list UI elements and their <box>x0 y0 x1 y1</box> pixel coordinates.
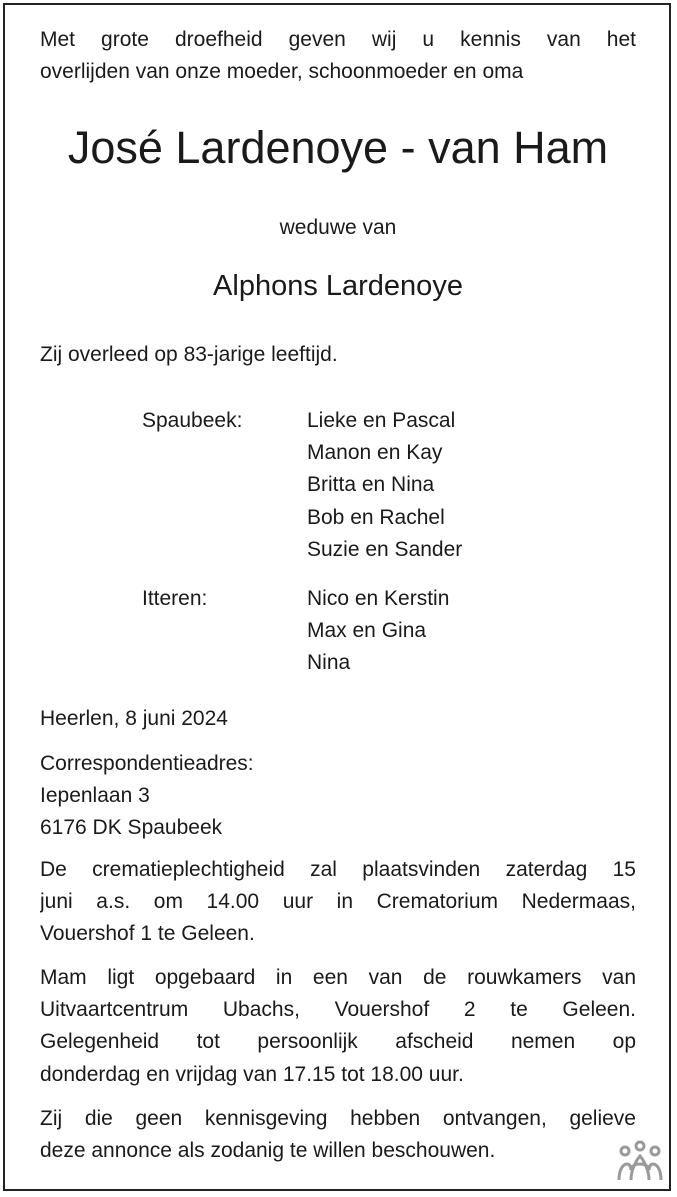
family-member: Lieke en Pascal <box>307 409 456 432</box>
deceased-name: José Lardenoye - van Ham <box>67 122 609 173</box>
age-text: Zij overleed op 83-jarige leeftijd. <box>40 343 338 366</box>
place-date: Heerlen, 8 juni 2024 <box>40 707 228 730</box>
intro-line: Met grote droefheid geven wij u kennis van het <box>40 28 636 51</box>
family-member: Bob en Rachel <box>307 506 445 529</box>
widow-of-label: weduwe van <box>279 216 397 239</box>
viewing-line: donderdag en vrijdag van 17.15 tot 18.00 uur. <box>40 1063 464 1086</box>
closing-line: deze annonce als zodanig te willen beschouwen. <box>40 1139 496 1162</box>
cremation-line: juni a.s. om 14.00 uur in Crematorium Nedermaas, <box>40 890 636 913</box>
cremation-line: Vouershof 1 te Geleen. <box>40 922 255 945</box>
address-line: Iepenlaan 3 <box>40 784 150 807</box>
people-group-icon <box>616 1140 664 1182</box>
viewing-line: Uitvaartcentrum Ubachs, Vouershof 2 te Geleen. <box>40 998 636 1021</box>
family-member: Britta en Nina <box>307 473 435 496</box>
viewing-line: Mam ligt opgebaard in een van de rouwkamers van <box>40 966 636 989</box>
spouse-name: Alphons Lardenoye <box>213 270 463 302</box>
cremation-line: De crematieplechtigheid zal plaatsvinden zaterdag 15 <box>40 858 636 881</box>
family-member: Max en Gina <box>307 619 427 642</box>
family-member: Nina <box>307 651 351 674</box>
address-line: 6176 DK Spaubeek <box>40 816 223 839</box>
family-member: Suzie en Sander <box>307 538 463 561</box>
closing-line: Zij die geen kennisgeving hebben ontvangen, gelieve <box>40 1107 636 1130</box>
family-place: Itteren: <box>142 587 208 610</box>
viewing-line: Gelegenheid tot persoonlijk afscheid nemen op <box>40 1030 636 1053</box>
family-member: Manon en Kay <box>307 441 443 464</box>
family-member: Nico en Kerstin <box>307 587 450 610</box>
address-line: Correspondentieadres: <box>40 752 254 775</box>
intro-line: overlijden van onze moeder, schoonmoeder en oma <box>40 60 524 83</box>
family-place: Spaubeek: <box>142 409 243 432</box>
